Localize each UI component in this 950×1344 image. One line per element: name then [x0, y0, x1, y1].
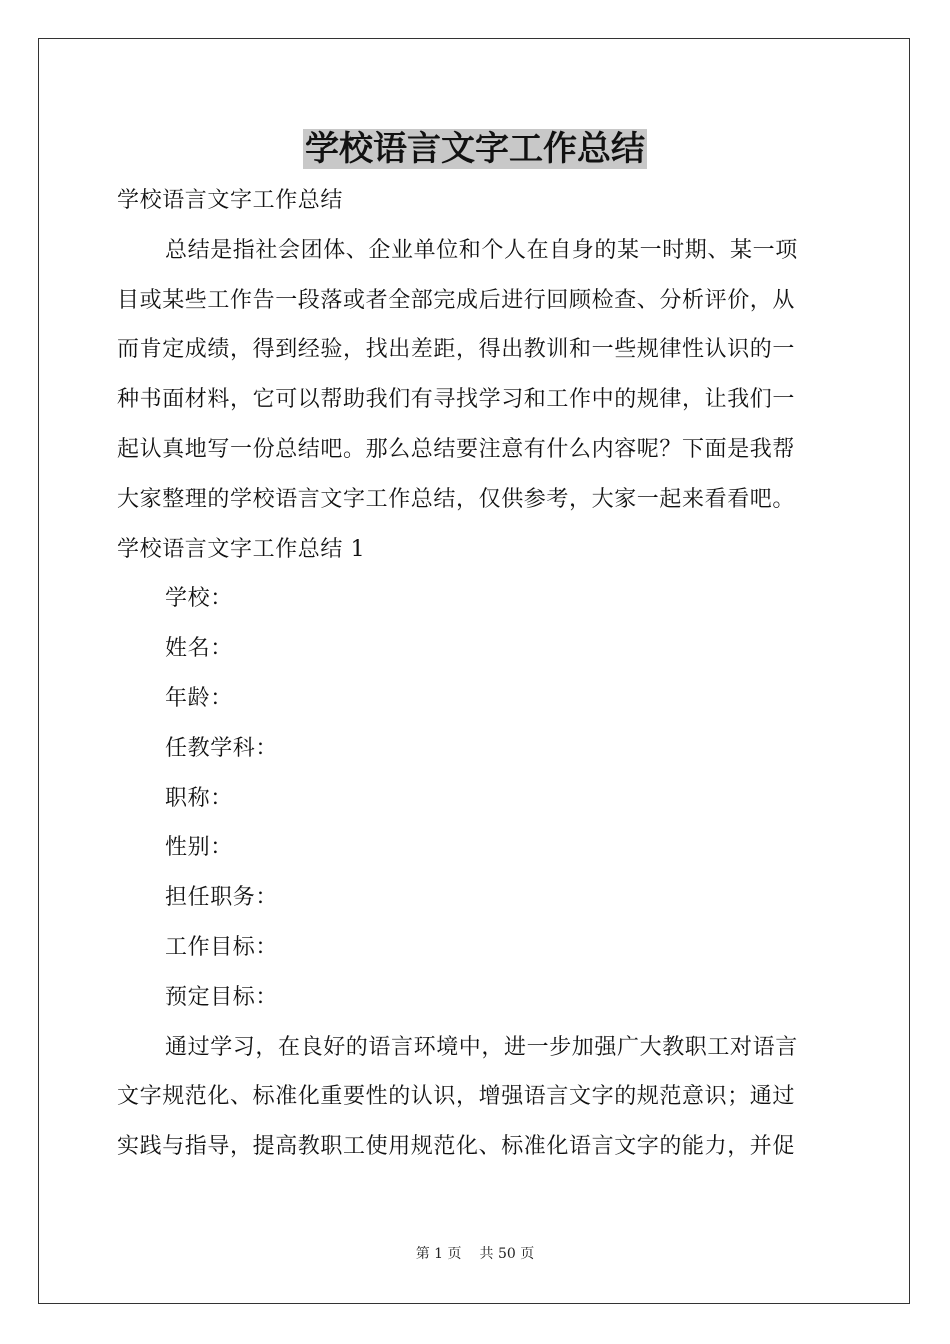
form-field-subject: 任教学科：: [165, 735, 279, 761]
form-field-position: 担任职务：: [165, 885, 279, 911]
document-title-text: 学校语言文字工作总结: [305, 129, 645, 169]
body-line: 文字规范化、标准化重要性的认识，增强语言文字的规范意识；通过: [117, 1084, 796, 1110]
form-field-age: 年龄：: [165, 685, 233, 711]
section-heading: 学校语言文字工作总结 1: [117, 536, 366, 562]
form-field-planned-goal: 预定目标：: [165, 984, 279, 1010]
form-field-name: 姓名：: [165, 636, 233, 662]
body-line: 目或某些工作告一段落或者全部完成后进行回顾检查、分析评价，从: [117, 287, 796, 313]
body-line: 总结是指社会团体、企业单位和个人在自身的某一时期、某一项: [165, 237, 798, 263]
document-body: [117, 176, 833, 1172]
body-line: 实践与指导，提高教职工使用规范化、标准化语言文字的能力，并促: [117, 1134, 796, 1160]
form-field-gender: 性别：: [165, 835, 233, 861]
body-line: 起认真地写一份总结吧。那么总结要注意有什么内容呢？下面是我帮: [117, 436, 796, 462]
page-footer: [0, 1244, 950, 1264]
page-total: 共 50 页: [479, 1246, 535, 1262]
form-field-work-goal: 工作目标：: [165, 934, 279, 960]
document-title: [0, 121, 950, 177]
body-line: 种书面材料，它可以帮助我们有寻找学习和工作中的规律，让我们一: [117, 387, 796, 413]
form-field-school: 学校：: [165, 586, 233, 612]
body-line: 学校语言文字工作总结: [117, 188, 344, 213]
form-field-title: 职称：: [165, 785, 233, 811]
page-number: 第 1 页: [415, 1246, 462, 1262]
body-line: 而肯定成绩，得到经验，找出差距，得出教训和一些规律性认识的一: [117, 337, 796, 363]
body-line: 大家整理的学校语言文字工作总结，仅供参考，大家一起来看看吧。: [117, 486, 796, 512]
body-line: 通过学习，在良好的语言环境中，进一步加强广大教职工对语言: [165, 1034, 798, 1060]
